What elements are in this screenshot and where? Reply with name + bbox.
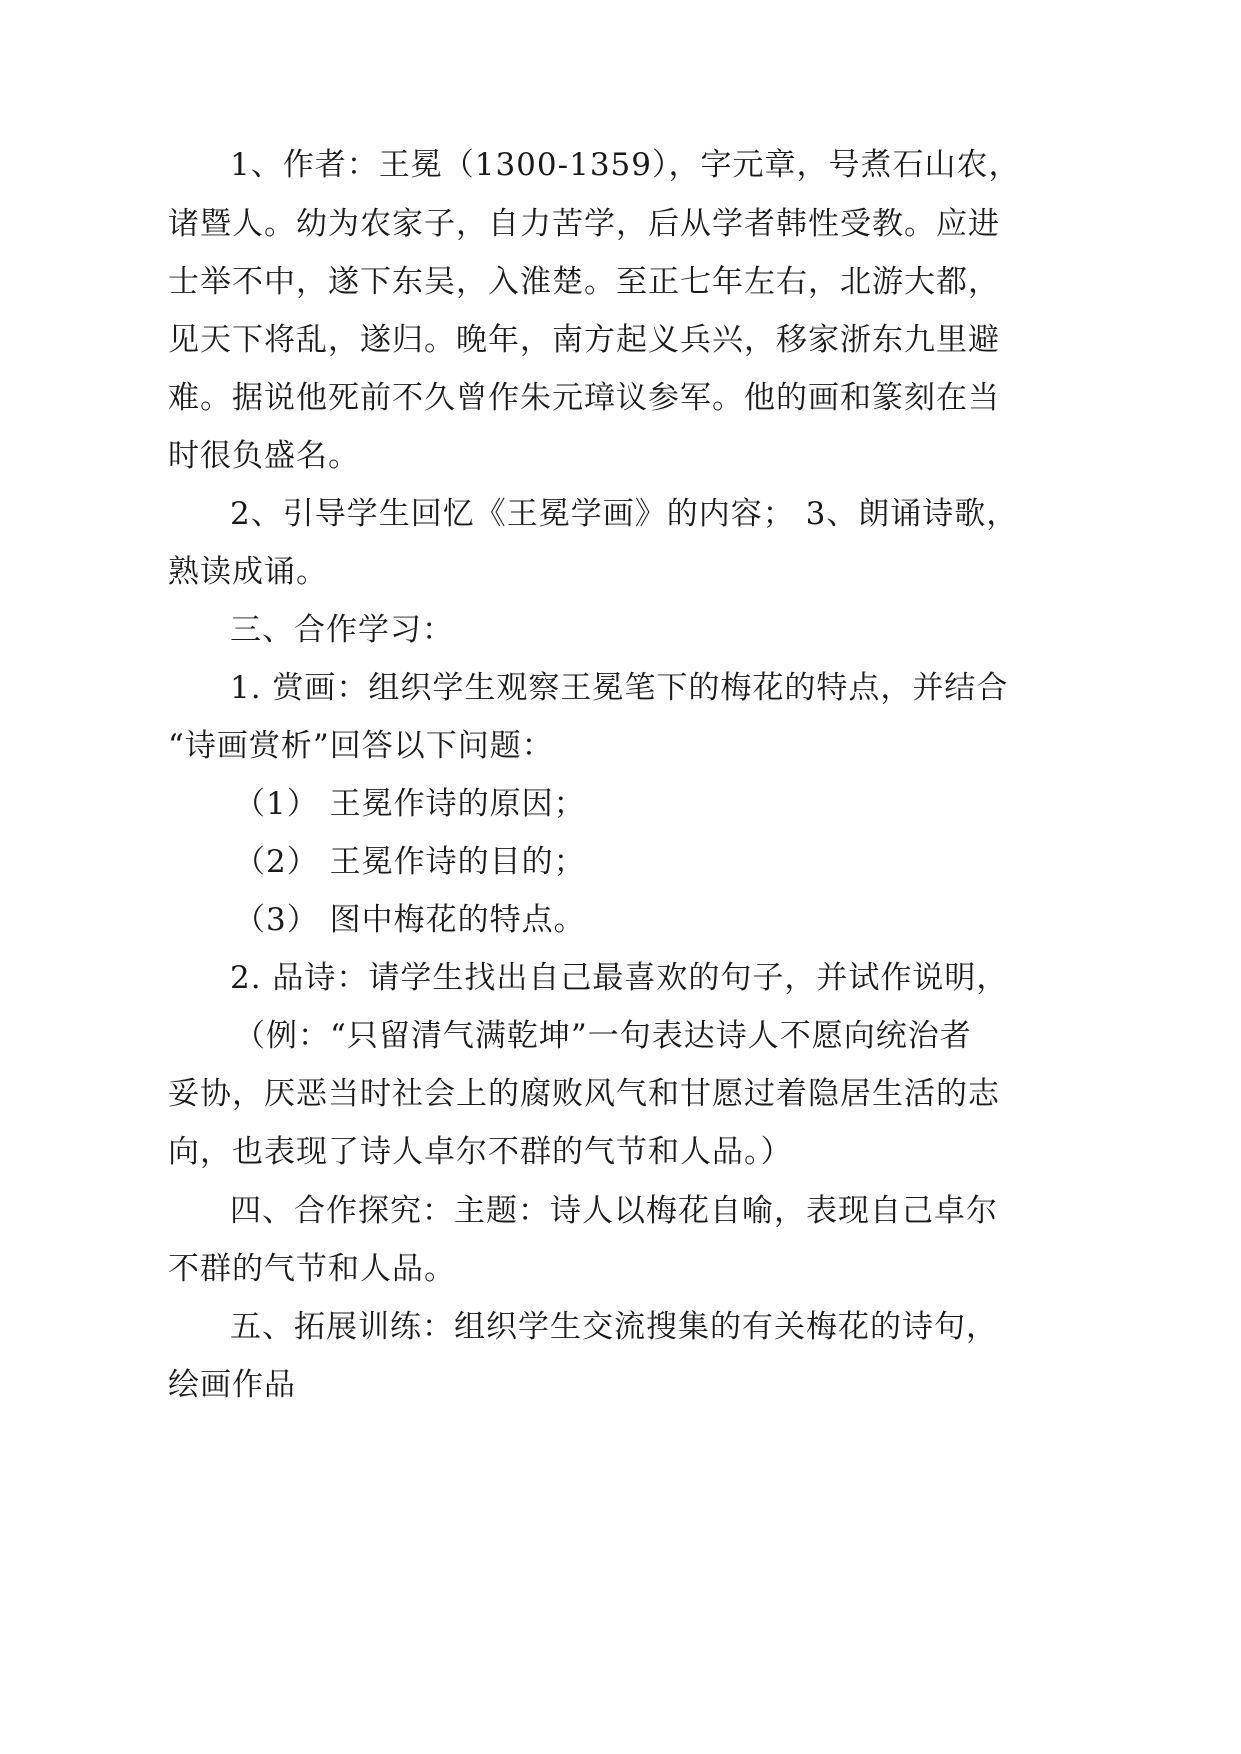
text-line: 妥协，厌恶当时社会上的腐败风气和甘愿过着隐居生活的志 — [168, 1076, 1000, 1112]
list-item: （3） 图中梅花的特点。 — [234, 902, 586, 938]
text-line: 士举不中，遂下东吴，入淮楚。至正七年左右，北游大都， — [168, 264, 1000, 300]
text-line: 熟读成诵。 — [168, 554, 328, 590]
text-line: 时很负盛名。 — [168, 438, 360, 474]
text-line: 见天下将乱，遂归。晚年，南方起义兵兴，移家浙东九里避 — [168, 322, 1000, 358]
text-line: 难。据说他死前不久曾作朱元璋议参军。他的画和篆刻在当 — [168, 380, 1000, 416]
list-item: （1） 王冕作诗的原因； — [234, 786, 586, 822]
list-item: （2） 王冕作诗的目的； — [234, 844, 586, 880]
text-line: 不群的气节和人品。 — [168, 1251, 456, 1287]
text-line: （例：“只留清气满乾坤”一句表达诗人不愿向统治者 — [234, 1018, 972, 1054]
text-line: 1、作者：王冕（1300-1359），字元章，号煮石山农， — [230, 147, 1021, 183]
text-line: 2. 品诗：请学生找出自己最喜欢的句子，并试作说明， — [230, 960, 1009, 996]
text-line: 向，也表现了诗人卓尔不群的气节和人品。） — [168, 1134, 793, 1170]
text-line: 1. 赏画：组织学生观察王冕笔下的梅花的特点，并结合 — [230, 670, 1009, 706]
text-line: 诸暨人。幼为农家子，自力苦学，后从学者韩性受教。应进 — [168, 206, 1000, 242]
section-heading: 五、拓展训练：组织学生交流搜集的有关梅花的诗句， — [230, 1309, 998, 1345]
section-heading: 四、合作探究：主题：诗人以梅花自喻，表现自己卓尔 — [230, 1193, 998, 1229]
section-heading: 三、合作学习： — [230, 612, 454, 648]
text-line: 绘画作品 — [168, 1367, 296, 1403]
text-line: “诗画赏析”回答以下问题： — [168, 728, 554, 764]
text-line: 2、引导学生回忆《王冕学画》的内容； 3、朗诵诗歌， — [230, 496, 1019, 532]
